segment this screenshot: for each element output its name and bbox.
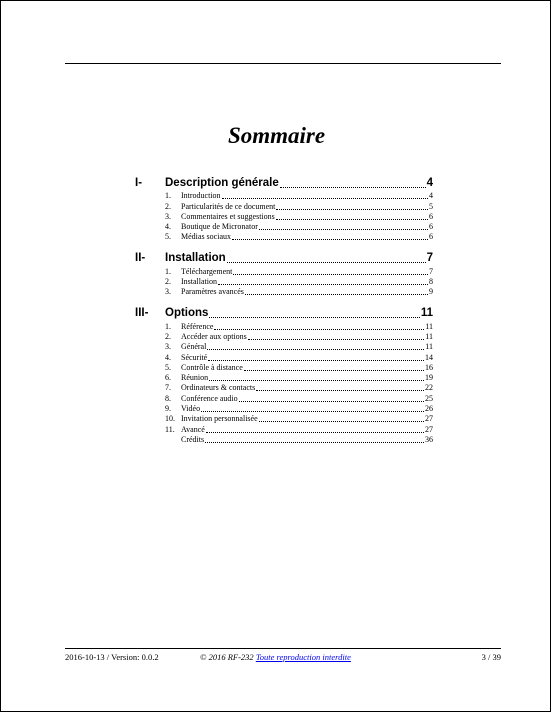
toc-entry-title: Réunion (181, 373, 209, 383)
toc-entry-title: Sécurité (181, 352, 208, 362)
toc-entry-title: Contrôle à distance (181, 362, 243, 372)
dot-leader (239, 401, 424, 402)
toc-entry[interactable] (135, 414, 433, 424)
toc-section-number: II- (135, 252, 146, 265)
toc-entry-title: Médias sociaux (181, 232, 231, 242)
toc-entry-title: Crédits (181, 434, 205, 444)
toc-entry-page: 26 (425, 404, 433, 414)
toc-entry[interactable] (135, 191, 433, 201)
toc-entry-page: 5 (429, 201, 433, 211)
toc-section (135, 306, 433, 445)
toc-entry-number: 1. (165, 266, 171, 276)
footer-date-version: 2016-10-13 / Version: 0.0.2 (65, 652, 159, 662)
toc-entry-page: 8 (429, 277, 433, 287)
dot-leader (233, 274, 428, 275)
dot-leader (209, 317, 419, 318)
toc-entry[interactable] (135, 321, 433, 331)
toc-entry[interactable] (135, 212, 433, 222)
toc-entry-title: Accéder aux options (181, 331, 247, 341)
toc-entry-number: 1. (165, 191, 171, 201)
page-title: Sommaire (227, 123, 326, 148)
toc-entry-number: 2. (165, 331, 171, 341)
toc-entry[interactable] (135, 277, 433, 287)
toc-entry[interactable] (135, 383, 433, 393)
toc-entry-number: 7. (165, 383, 171, 393)
dot-leader (222, 198, 428, 199)
toc-entry-number: 3. (165, 211, 171, 221)
toc-entry-page: 6 (429, 222, 433, 232)
dot-leader (218, 284, 428, 285)
toc-entry[interactable] (135, 393, 433, 403)
toc-entry-page: 16 (425, 362, 433, 372)
toc-entry-number: 8. (165, 393, 171, 403)
toc-entry-page: 14 (425, 352, 433, 362)
toc-entry-title: Installation (181, 277, 217, 287)
toc-entry[interactable] (135, 404, 433, 414)
dot-leader (259, 421, 424, 422)
toc-entry-page: 7 (429, 266, 433, 276)
dot-leader (232, 239, 428, 240)
footer-page-number: 3 / 39 (481, 652, 501, 662)
dot-leader (276, 219, 428, 220)
toc-entry[interactable] (135, 424, 433, 434)
footer-copyright: © 2016 RF-232 (200, 652, 254, 662)
toc-entry[interactable] (135, 232, 433, 242)
toc-entry-page: 19 (425, 373, 433, 383)
toc-entry[interactable] (135, 363, 433, 373)
toc-section (135, 176, 433, 242)
toc-entry-number: 5. (165, 362, 171, 372)
dot-leader (244, 370, 424, 371)
dot-leader (248, 339, 425, 340)
toc-entry-title: Commentaires et suggestions (181, 211, 275, 221)
toc-entry[interactable] (135, 342, 433, 352)
toc-entry-title: Ordinateurs & contacts (181, 383, 256, 393)
dot-leader (227, 262, 426, 263)
toc-section (135, 251, 433, 297)
dot-leader (206, 432, 424, 433)
dot-leader (209, 380, 424, 381)
dot-leader (208, 360, 424, 361)
toc-entry-title: Invitation personnalisée (181, 414, 258, 424)
page-footer (65, 651, 501, 663)
toc-entry[interactable] (135, 201, 433, 211)
toc-entry-page: 22 (425, 383, 433, 393)
dot-leader (207, 349, 424, 350)
toc-entry-title: Vidéo (181, 404, 201, 414)
toc-entry[interactable] (135, 332, 433, 342)
toc-entry-page: 6 (429, 232, 433, 242)
toc-section-heading[interactable] (135, 306, 433, 321)
dot-leader (259, 229, 428, 230)
footer-copyright-group (200, 651, 351, 663)
toc-section-title: Options (165, 307, 209, 320)
toc-entry-number: 9. (165, 404, 171, 414)
toc-entry-title: Paramètres avancés (181, 287, 244, 297)
toc-entry-page: 27 (425, 414, 433, 424)
toc-entry-number: 1. (165, 321, 171, 331)
footer-rule (65, 648, 501, 649)
dot-leader (280, 187, 426, 188)
toc-entry-title: Particularités de ce document (181, 201, 276, 211)
toc-entry-title: Introduction (181, 191, 221, 201)
toc-entry-number: 6. (165, 373, 171, 383)
toc-entry-title: Boutique de Micronator (181, 222, 258, 232)
toc-entry-number: 10. (165, 414, 175, 424)
toc-section-page: 7 (426, 252, 433, 265)
toc-entry-page: 9 (429, 287, 433, 297)
dot-leader (276, 209, 428, 210)
toc-entry[interactable] (135, 222, 433, 232)
toc-entry-title: Conférence audio (181, 393, 238, 403)
table-of-contents (135, 176, 433, 454)
toc-entry-title: Référence (181, 321, 214, 331)
toc-section-title: Installation (165, 252, 226, 265)
toc-entry[interactable] (135, 373, 433, 383)
toc-entry[interactable] (135, 287, 433, 297)
toc-entry-title: Général (181, 342, 207, 352)
toc-entry-number: 2. (165, 201, 171, 211)
toc-entry-title: Téléchargement (181, 266, 233, 276)
toc-section-title: Description générale (165, 177, 279, 189)
toc-entry-number: 11. (165, 424, 175, 434)
toc-entry[interactable] (135, 352, 433, 362)
toc-entry-page: 27 (425, 424, 433, 434)
toc-entry-number: 3. (165, 342, 171, 352)
header-rule (65, 63, 501, 64)
toc-entry-number: 3. (165, 287, 171, 297)
toc-entry-number: 4. (165, 352, 171, 362)
toc-entry-number: 5. (165, 232, 171, 242)
toc-section-number: III- (135, 307, 149, 320)
toc-section-number: I- (135, 177, 143, 189)
toc-section-page: 11 (420, 307, 433, 320)
toc-entry-page: 4 (429, 191, 433, 201)
toc-entry[interactable] (135, 435, 433, 445)
toc-entry-page: 6 (429, 211, 433, 221)
toc-entry-page: 11 (425, 342, 433, 352)
toc-section-heading[interactable] (135, 176, 433, 191)
dot-leader (214, 329, 424, 330)
toc-entry[interactable] (135, 266, 433, 276)
dot-leader (201, 411, 424, 412)
toc-entry-page: 36 (425, 434, 433, 444)
toc-entry-page: 11 (425, 331, 433, 341)
toc-entry-title: Avancé (181, 424, 205, 434)
dot-leader (205, 442, 424, 443)
dot-leader (245, 294, 428, 295)
toc-entry-number: 2. (165, 277, 171, 287)
footer-reproduction-link[interactable]: Toute reproduction interdite (255, 652, 351, 662)
toc-section-page: 4 (426, 177, 433, 189)
toc-entry-number: 4. (165, 222, 171, 232)
toc-section-heading[interactable] (135, 251, 433, 266)
toc-entry-page: 25 (425, 393, 433, 403)
toc-entry-page: 11 (425, 321, 433, 331)
dot-leader (256, 390, 424, 391)
